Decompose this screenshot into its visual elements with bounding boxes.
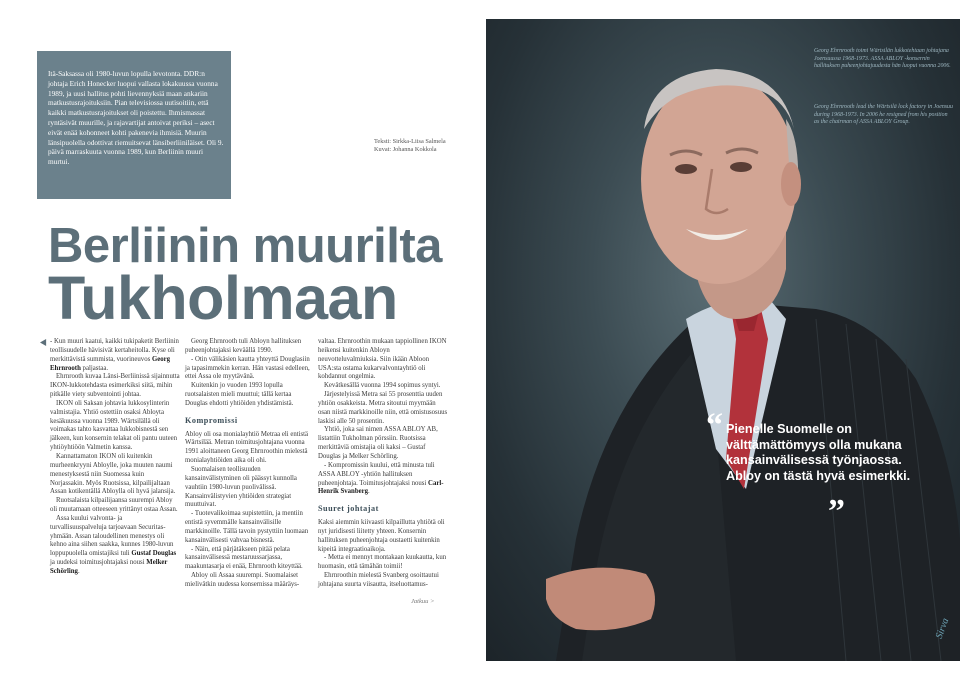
body-column-3	[318, 338, 448, 590]
open-quote-icon: “	[706, 407, 723, 444]
paragraph: - Tuotevalikoimaa supistettiin, ja mentiin entistä syvemmälle kansainvälisille markkinoille. Tällä tavoin pystyttiin luomaan kansainvälisesti vahvaa bisnestä.	[185, 510, 309, 544]
paragraph: Kaksi aiemmin kiivaasti kilpaillutta yhtiötä oli nyt juridisesti liitetty yhteen. Konsernin hallituksen puheenjohtaja oustaetti kuitenkin kipeitä integraatioaikoja.	[318, 519, 445, 553]
body-column-2	[185, 338, 313, 590]
paragraph: - Kompromissin kuului, että minusta tuli ASSA ABLOY -yhtiön hallituksen puheenjohtaja. Toimitusjohtajaksi nousi Carl-Henrik Svanberg.	[318, 461, 444, 496]
paragraph: Abloy oli Assaa suurempi. Suomalaiset mielivätkin uudessa konsernissa määräys-	[185, 572, 300, 588]
close-quote-icon: ”	[828, 493, 845, 530]
paragraph: Georg Ehrnrooth tuli Abloyn hallituksen puheenjohtajaksi keväällä 1990.	[185, 338, 302, 354]
paragraph: Yhtiö, joka sai nimen ASSA ABLOY AB, listattiin Tukholman pörssiin. Ruotsissa merkittäviä omistajia oli kaksi – Gustaf Douglas ja Melker Schörling.	[318, 426, 438, 460]
paragraph: Kevätkesällä vuonna 1994 sopimus syntyi.	[324, 382, 441, 390]
paragraph: - Metta ei mennyt montakaan kuukautta, kun huomasin, että tämähän toimii!	[318, 554, 447, 571]
paragraph: Assa kuului valvonta- ja turvallisuuspalveluja tarjoavaan Securitas-yhmään. Assan taloudellinen menestys oli kehno aina siihen saakka, kunnes 1980-luvun loppupuolella omistajiksi tuli Gustaf Douglas ja uudeksi toimitusjohtajaksi nousi Melker Schörling.	[50, 514, 177, 575]
paragraph: - Otin välikäsien kautta yhteyttä Douglasiin ja tapasimmekin kerran. Hän vastasi edelleen, ettei Assa ole myytävänä.	[185, 355, 310, 381]
person-name: Melker Schörling	[50, 559, 168, 575]
continues-link[interactable]: Jatkuu >	[411, 598, 435, 605]
paragraph: Ehrnroothin mielestä Svanberg osoittautui johtajana suurta viisautta, itseluottamus-	[318, 572, 439, 588]
photo-caption-finnish: Georg Ehrnrooth toimi Wärtsilän lukkotehtaan johtajana Joensuussa 1968-1973. ASSA ABLOY -konsernin hallituksen puheenjohtajuudesta hän luopui vuonna 2006.	[814, 48, 951, 70]
text-credit: Teksti: Sirkka-Liisa Salmela	[374, 138, 446, 145]
paragraph: - Näin, että pärjätäkseen pitää pelata kansainvälisessä mestaruussarjassa, maakuntasarja ei enää, Ehrnrooth kiteyttää.	[185, 545, 303, 571]
intro-text: Itä-Saksassa oli 1980-luvun lopulla levotonta. DDR:n johtaja Erich Honecker luopui vallasta lokakuussa vuonna 1989, ja uusi hallitus pohti lievennyksiä maan ankariin matkustusrajoituksiin. Pian televisiossa uutisoitiin, että kaikki matkustusrajoitukset oli poistettu. Ihmismassat ryntäsivät muurille, ja rajavartijat antoivat periksi – asect eivät enää kohonneet kohti pakenevia ihmisiä. Muurin länsipuolella odottivat riemuitsevat länsiberliiniläiset. Oli 9. päivä marraskuuta vuonna 1989, kun Berliinin muuri murtui.	[48, 69, 224, 167]
photo-caption-english: Georg Ehrnrooth lead the Wärtsilä lock factory in Joensuu during 1968-1973. In 2006 he resigned from his position as the chairman of ASSA ABLOY Group.	[814, 104, 953, 126]
paragraph: - Kun muuri kaatui, kaikki tukipaketit Berliinin teollisuudelle hävisivät kertaheitolla. Kyse oli merkittävistä summista, vuorineuvos Georg Ehrnrooth paljastaa.	[50, 338, 179, 372]
paragraph: Suomalaisen teollisuuden kansainvälistyminen oli päässyt kunnolla vauhtiin 1980-luvun puolivälissä. Kansainvälistyvien yhtiöiden strategiat muuttuivat.	[185, 465, 297, 509]
person-name: Carl-Henrik Svanberg	[318, 479, 444, 496]
person-name: Georg Ehrnrooth	[50, 355, 171, 372]
paragraph: Ehrnrooth kuvaa Länsi-Berliinissä sijainnutta IKON-lukkotehdasta esimerkiksi siitä, mihin pitkälle viety subventointi johtaa.	[50, 373, 180, 399]
right-page	[486, 19, 960, 661]
section-heading: Suuret johtajat	[318, 504, 379, 514]
photographer-signature: Sirva	[933, 616, 952, 641]
photo-credit: Kuvat: Johanna Kokkola	[374, 146, 437, 153]
paragraph: Kannattamaton IKON oli kuitenkin murheenkryyni Abloylle, joka muuten naumi menestyksestä niin Suomessa kuin Norjassakin. Myös Ruotsissa, kilpailijaltaan Assan kotikentällä Abloylla oli hyvä jalansija.	[50, 452, 176, 496]
paragraph: valtaa. Ehrnroothin mukaan tappiollinen IKON heikensi kuitenkin Abloyn neuvotteluvalmiuksia. Siin ikään Abloon USA:sta ostama kukarvalvontayhtiö oli kohdannut ongelmia.	[318, 338, 447, 381]
section-heading: Kompromissi	[185, 415, 238, 425]
headline-line-2: Tukholmaan	[48, 264, 398, 332]
pull-quote: Pienelle Suomelle on välttämättömyys olla mukana kansainvälisessä työnjaossa. Abloy on tästä hyvä esimerkki.	[726, 422, 911, 483]
person-name: Gustaf Douglas	[131, 550, 177, 558]
start-marker-icon	[40, 339, 47, 346]
credits	[374, 138, 474, 154]
headline-line-1: Berliinin muurilta	[48, 219, 442, 273]
paragraph: IKON oli Saksan johtavia lukkosylinterin valmistajia. Yhtiö ostettiin osaksi Abloyta kesäkuussa vuonna 1989. Wärtsilällä oli voimakas tahto kasvattaa lukkobisnestä sen jälkeen, kun konsernin telakat oli pantu uuteen yhtiöyhtiöön Valmetin kanssa.	[50, 399, 178, 452]
body-column-1	[50, 338, 180, 577]
paragraph: Kuitenkin jo vuoden 1993 lopulla ruotsalaisten mieli muuttui; tällä kertaa Douglas ehdotti yhtiöiden yhdistämistä.	[185, 382, 294, 407]
paragraph: Järjestelyissä Metra sai 55 prosenttia uuden yhtiön osakkeista. Metra sitoutui myymään osan niistä markkinoille niin, että omistusosuus laskisi alle 50 prosentin.	[318, 391, 448, 425]
paragraph: Abloy oli osa monialayhtiö Metraa eli entistä Wärtsilää. Metran toimitusjohtajana vuonna 1991 aloittaneen Georg Ehrnroothin mielestä monialayhtiöiden aika oli ohi.	[185, 430, 309, 465]
paragraph: Ruotsalaista kilpailijaansa suurempi Abloy oli muutamaan otteeseen yrittänyt ostaa Assan.	[50, 497, 178, 514]
